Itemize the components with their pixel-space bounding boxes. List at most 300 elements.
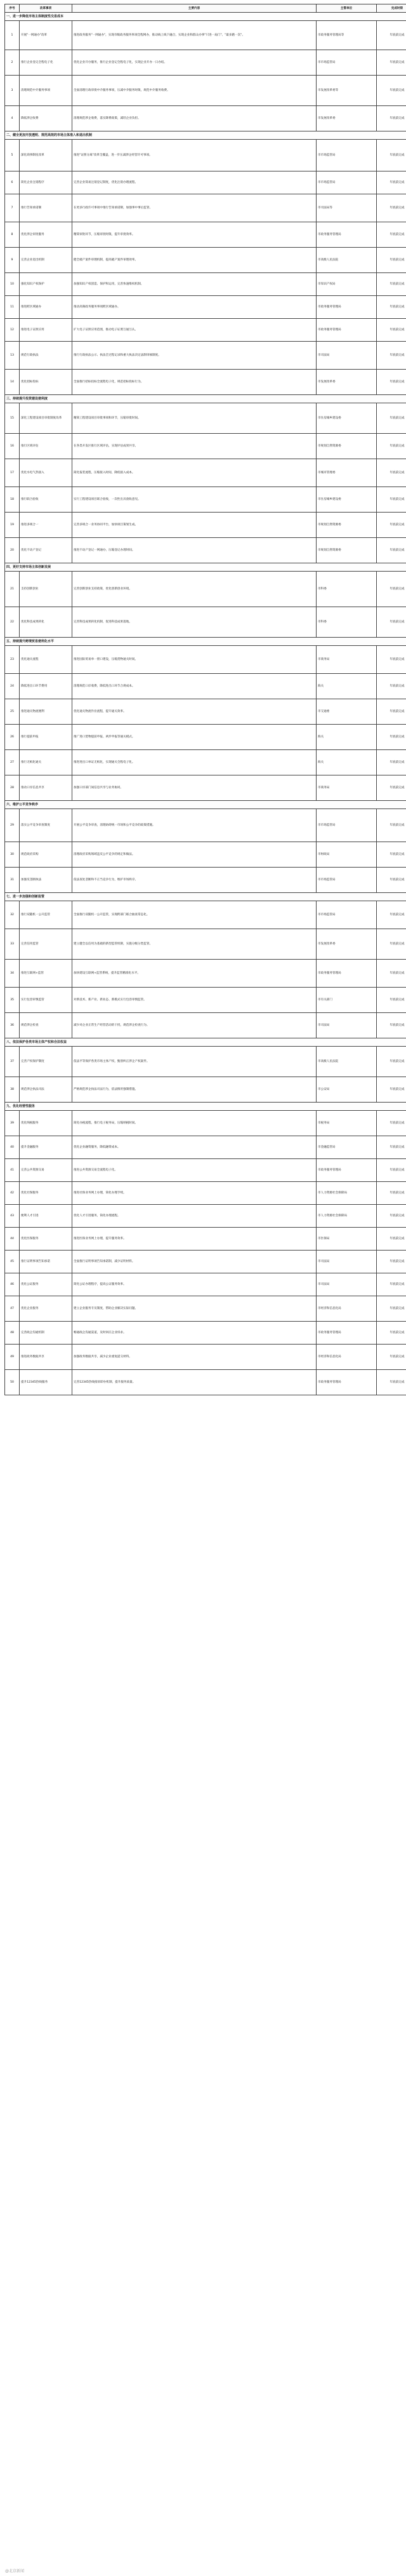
cell-content: 推进进出口单证无纸化，实现通关全程电子化。 bbox=[72, 750, 317, 775]
cell-no: 49 bbox=[5, 1345, 20, 1370]
cell-no: 23 bbox=[5, 646, 20, 674]
cell-dept: 海关 bbox=[317, 725, 377, 750]
cell-time: 年底前完成 bbox=[377, 901, 406, 929]
cell-dept: 市政务服务管理局 bbox=[317, 222, 377, 248]
cell-content: 清理规范涉企收费，落实降费政策，减轻企业负担。 bbox=[72, 106, 317, 131]
cell-no: 43 bbox=[5, 1205, 20, 1228]
table-row bbox=[5, 1251, 406, 1273]
cell-time: 年底前完成 bbox=[377, 1047, 406, 1077]
cell-dept: 市人力资源社会保障局 bbox=[317, 1205, 377, 1228]
cell-time: 年底前完成 bbox=[377, 248, 406, 273]
cell-time: 年底前完成 bbox=[377, 21, 406, 50]
cell-time: 年底前完成 bbox=[377, 988, 406, 1013]
cell-content: 建立健全以信用为基础的新型监管机制，实施分级分类监管。 bbox=[72, 929, 317, 960]
cell-content: 推进政务服务"一网通办"，实现市级政务服务事项全程网办，推动线上线下融合，实现企业和群众办事"只进一扇门"、"最多跑一次"。 bbox=[72, 21, 317, 50]
table-row bbox=[5, 1205, 406, 1228]
cell-dept: 市司法局等 bbox=[317, 194, 377, 222]
cell-dept: 市司法局 bbox=[317, 1013, 377, 1038]
cell-item: 清理规范中介服务事项 bbox=[20, 76, 72, 106]
cell-time: 年底前完成 bbox=[377, 434, 406, 459]
cell-item: 推行提前申报 bbox=[20, 725, 72, 750]
cell-content: 完善多规合一业务协同平台，加快项目策划生成。 bbox=[72, 513, 317, 538]
cell-no: 40 bbox=[5, 1136, 20, 1159]
section-header-row bbox=[5, 1038, 406, 1047]
table-row bbox=[5, 1273, 406, 1296]
cell-dept: 市交通委 bbox=[317, 699, 377, 725]
cell-dept: 市住房城乡建设委 bbox=[317, 403, 377, 434]
cell-content: 在更多行政许可事项中推行告知承诺制，加强事中事后监管。 bbox=[72, 194, 317, 222]
cell-dept: 市司法局 bbox=[317, 1251, 377, 1273]
header-dept: 主管单位 bbox=[317, 4, 377, 13]
cell-item: 优化涉企审批服务 bbox=[20, 222, 72, 248]
cell-dept: 市政务服务管理局 bbox=[317, 1159, 377, 1182]
cell-item: 完善产权保护制度 bbox=[20, 1047, 72, 1077]
cell-no: 45 bbox=[5, 1251, 20, 1273]
cell-dept: 市高级人民法院 bbox=[317, 1047, 377, 1077]
cell-item: 实行包容审慎监管 bbox=[20, 988, 72, 1013]
cell-content: 推行行政执法公示、执法全过程记录和重大执法决定法制审核制度。 bbox=[72, 342, 317, 370]
table-row bbox=[5, 929, 406, 960]
cell-dept: 市发展改革委 bbox=[317, 106, 377, 131]
table-row bbox=[5, 901, 406, 929]
table-row bbox=[5, 1296, 406, 1322]
table-row bbox=[5, 1013, 406, 1038]
cell-dept: 市财政局 bbox=[317, 842, 377, 868]
cell-content: 完善科技成果转化机制，促进科技成果落地。 bbox=[72, 607, 317, 638]
cell-dept: 市市场监管局 bbox=[317, 809, 377, 842]
cell-dept: 市市场监管局 bbox=[317, 140, 377, 171]
cell-no: 29 bbox=[5, 809, 20, 842]
cell-no: 44 bbox=[5, 1228, 20, 1251]
cell-item: 推行无纸化通关 bbox=[20, 750, 72, 775]
cell-dept: 市经济和信息化局 bbox=[317, 1296, 377, 1322]
table-row bbox=[5, 1077, 406, 1103]
table-row bbox=[5, 296, 406, 319]
cell-content: 推进医保业务网上办理，提升服务效率。 bbox=[72, 1228, 317, 1251]
cell-dept: 市司法局 bbox=[317, 342, 377, 370]
cell-no: 25 bbox=[5, 699, 20, 725]
cell-time: 年底前完成 bbox=[377, 1182, 406, 1205]
cell-time: 年底前完成 bbox=[377, 273, 406, 296]
cell-content: 推广进口货物提前申报、两步申报等通关模式。 bbox=[72, 725, 317, 750]
cell-dept: 市有关部门 bbox=[317, 988, 377, 1013]
cell-dept: 市经济和信息化局 bbox=[317, 1345, 377, 1370]
table-row bbox=[5, 725, 406, 750]
cell-dept: 市高级人民法院 bbox=[317, 248, 377, 273]
cell-dept: 市政务服务管理局 bbox=[317, 1322, 377, 1345]
cell-item: 优化科技成果转化 bbox=[20, 607, 72, 638]
cell-time: 年底前完成 bbox=[377, 1345, 406, 1370]
cell-no: 17 bbox=[5, 459, 20, 487]
cell-time: 年底前完成 bbox=[377, 487, 406, 513]
section-header-row bbox=[5, 563, 406, 572]
table-row bbox=[5, 459, 406, 487]
cell-content: 依法平等保护各类市场主体产权，甄别纠正涉企产权案件。 bbox=[72, 1047, 317, 1077]
section-header-row bbox=[5, 131, 406, 140]
table-row bbox=[5, 572, 406, 607]
cell-no: 35 bbox=[5, 988, 20, 1013]
cell-no: 2 bbox=[5, 50, 20, 76]
cell-dept: 市人力资源社会保障局 bbox=[317, 1182, 377, 1205]
cell-time: 年底前完成 bbox=[377, 76, 406, 106]
cell-time: 年底前完成 bbox=[377, 1077, 406, 1103]
table-row bbox=[5, 434, 406, 459]
section-header-row bbox=[5, 395, 406, 403]
cell-content: 简化公证办理程序，提高公证服务效率。 bbox=[72, 1273, 317, 1296]
cell-content: 清理规范口岸收费，降低进出口环节合规成本。 bbox=[72, 674, 317, 699]
cell-time: 年底前完成 bbox=[377, 809, 406, 842]
cell-no: 42 bbox=[5, 1182, 20, 1205]
watermark-text: @北京新闻 bbox=[5, 2569, 25, 2573]
cell-item: 深化工程建设项目审批制度改革 bbox=[20, 403, 72, 434]
section-title: 八、依法保护各类市场主体产权和合法权益 bbox=[5, 1038, 406, 1047]
cell-item: 提升金融服务 bbox=[20, 1136, 72, 1159]
cell-time: 年底前完成 bbox=[377, 699, 406, 725]
header-no: 序号 bbox=[5, 4, 20, 13]
table-row bbox=[5, 106, 406, 131]
table-row bbox=[5, 674, 406, 699]
cell-content: 推动高频政务服务事项跨区域通办。 bbox=[72, 296, 317, 319]
table-row bbox=[5, 1370, 406, 1395]
table-row bbox=[5, 1322, 406, 1345]
cell-time: 年底前完成 bbox=[377, 775, 406, 801]
cell-content: 简化办税流程，推行电子税务局，压缩纳税时间。 bbox=[72, 1111, 317, 1136]
cell-item: 规范政府采购 bbox=[20, 842, 72, 868]
cell-content: 精简审批环节，压缩审批时限，提升审批效率。 bbox=[72, 222, 317, 248]
cell-content: 对新技术、新产业、新业态、新模式实行包容审慎监管。 bbox=[72, 988, 317, 1013]
cell-time: 年底前完成 bbox=[377, 1228, 406, 1251]
cell-no: 9 bbox=[5, 248, 20, 273]
cell-item: 便利人才引进 bbox=[20, 1205, 72, 1228]
cell-content: 推进社保业务网上办理，简化办理手续。 bbox=[72, 1182, 317, 1205]
table-row bbox=[5, 1136, 406, 1159]
cell-no: 13 bbox=[5, 342, 20, 370]
cell-dept: 市税务局 bbox=[317, 1111, 377, 1136]
cell-dept: 市商务局 bbox=[317, 775, 377, 801]
table-row bbox=[5, 750, 406, 775]
cell-content: 开展公平竞争审查，清理妨碍统一市场和公平竞争的政策措施。 bbox=[72, 809, 317, 842]
cell-time: 年底前完成 bbox=[377, 868, 406, 893]
cell-no: 39 bbox=[5, 1111, 20, 1136]
cell-item: 推进跨区域通办 bbox=[20, 296, 72, 319]
cell-content: 加强政务数据共享，减少企业重复提交材料。 bbox=[72, 1345, 317, 1370]
cell-content: 推进公共资源交易全流程电子化。 bbox=[72, 1159, 317, 1182]
section-title: 四、更好支持市场主体创新发展 bbox=[5, 563, 406, 572]
table-row bbox=[5, 513, 406, 538]
section-title: 三、持续提升投资建设便利度 bbox=[5, 395, 406, 403]
cell-no: 28 bbox=[5, 775, 20, 801]
cell-item: 推进电子证照应用 bbox=[20, 319, 72, 342]
cell-time: 年底前完成 bbox=[377, 842, 406, 868]
table-row bbox=[5, 273, 406, 296]
cell-time: 年底前完成 bbox=[377, 513, 406, 538]
cell-item: 规范涉企执法司法 bbox=[20, 1077, 72, 1103]
cell-time: 年底前完成 bbox=[377, 750, 406, 775]
header-content: 主要内容 bbox=[72, 4, 317, 13]
cell-item: 推进多规合一 bbox=[20, 513, 72, 538]
cell-time: 年底前完成 bbox=[377, 572, 406, 607]
cell-no: 30 bbox=[5, 842, 20, 868]
cell-no: 46 bbox=[5, 1273, 20, 1296]
cell-item: 优化企业服务 bbox=[20, 1296, 72, 1322]
cell-no: 31 bbox=[5, 868, 20, 893]
cell-no: 32 bbox=[5, 901, 20, 929]
cell-content: 畅通政企沟通渠道，及时回应企业诉求。 bbox=[72, 1322, 317, 1345]
cell-time: 年底前完成 bbox=[377, 403, 406, 434]
table-row bbox=[5, 842, 406, 868]
cell-content: 完善12345热线接诉即办机制，提升服务质量。 bbox=[72, 1370, 317, 1395]
cell-time: 年底前完成 bbox=[377, 646, 406, 674]
section-title: 一、进一步降低市场主体制度性交易成本 bbox=[5, 13, 406, 21]
cell-content: 推进"证照分离"改革全覆盖，进一步压减涉企经营许可事项。 bbox=[72, 140, 317, 171]
table-row bbox=[5, 1111, 406, 1136]
cell-dept: 市政务服务管理局 bbox=[317, 319, 377, 342]
table-row bbox=[5, 1228, 406, 1251]
cell-time: 年底前完成 bbox=[377, 370, 406, 395]
cell-dept: 市市场监管局 bbox=[317, 868, 377, 893]
cell-no: 14 bbox=[5, 370, 20, 395]
cell-no: 24 bbox=[5, 674, 20, 699]
cell-dept: 市商务局 bbox=[317, 646, 377, 674]
table-row bbox=[5, 403, 406, 434]
cell-no: 20 bbox=[5, 538, 20, 563]
cell-no: 3 bbox=[5, 76, 20, 106]
table-row bbox=[5, 21, 406, 50]
cell-item: 优化通关流程 bbox=[20, 646, 72, 674]
cell-item: 规范涉企检查 bbox=[20, 1013, 72, 1038]
cell-item: 推进通关物流便利 bbox=[20, 699, 72, 725]
cell-item: 优化公证服务 bbox=[20, 1273, 72, 1296]
table-row bbox=[5, 538, 406, 563]
table-row bbox=[5, 194, 406, 222]
cell-time: 年底前完成 bbox=[377, 296, 406, 319]
table-row bbox=[5, 607, 406, 638]
table-row bbox=[5, 76, 406, 106]
cell-content: 加强知识产权创造、保护和运用，完善快速维权机制。 bbox=[72, 273, 317, 296]
cell-content: 建立企业服务专员制度，帮助企业解决实际问题。 bbox=[72, 1296, 317, 1322]
table-row bbox=[5, 222, 406, 248]
cell-content: 扩大电子证照应用范围，推动电子证照互通互认。 bbox=[72, 319, 317, 342]
cell-item: 完善信用监管 bbox=[20, 929, 72, 960]
cell-content: 完善创新创业支持政策，优化创新创业环境。 bbox=[72, 572, 317, 607]
cell-item: 推行证明事项告知承诺 bbox=[20, 1251, 72, 1273]
cell-content: 优化人才引进服务，简化办理流程。 bbox=[72, 1205, 317, 1228]
cell-dept: 市发展改革委 bbox=[317, 929, 377, 960]
cell-no: 16 bbox=[5, 434, 20, 459]
cell-no: 41 bbox=[5, 1159, 20, 1182]
cell-no: 26 bbox=[5, 725, 20, 750]
cell-item: 支持创新创业 bbox=[20, 572, 72, 607]
cell-content: 实行工程建设项目联合验收，一次性出具验收意见。 bbox=[72, 487, 317, 513]
cell-no: 12 bbox=[5, 319, 20, 342]
cell-dept: 市发展改革委等 bbox=[317, 76, 377, 106]
cell-dept: 市市场监管局 bbox=[317, 50, 377, 76]
cell-item: 优化招标投标 bbox=[20, 370, 72, 395]
cell-dept: 市公安局 bbox=[317, 1077, 377, 1103]
table-row bbox=[5, 868, 406, 893]
cell-dept: 市司法局 bbox=[317, 1273, 377, 1296]
cell-time: 年底前完成 bbox=[377, 1205, 406, 1228]
cell-no: 11 bbox=[5, 296, 20, 319]
cell-item: 降低涉企收费 bbox=[20, 106, 72, 131]
cell-no: 22 bbox=[5, 607, 20, 638]
cell-no: 4 bbox=[5, 106, 20, 131]
cell-time: 年底前完成 bbox=[377, 106, 406, 131]
cell-content: 加强口岸部门间信息共享与业务协同。 bbox=[72, 775, 317, 801]
cell-item: 完善企业退出机制 bbox=[20, 248, 72, 273]
cell-item: 推进政务数据共享 bbox=[20, 1345, 72, 1370]
header-time: 完成时限 bbox=[377, 4, 406, 13]
section-header-row bbox=[5, 13, 406, 21]
section-title: 九、优化经营性服务 bbox=[5, 1103, 406, 1111]
cell-content: 完善企业简易注销登记制度，优化注销办理流程。 bbox=[72, 171, 317, 194]
cell-no: 38 bbox=[5, 1077, 20, 1103]
cell-dept: 海关 bbox=[317, 750, 377, 775]
cell-dept: 市政务服务管理局 bbox=[317, 1370, 377, 1395]
cell-item: 强化知识产权保护 bbox=[20, 273, 72, 296]
cell-dept: 市政务服务管理局 bbox=[317, 296, 377, 319]
section-header-row bbox=[5, 893, 406, 901]
cell-item: 深化商事制度改革 bbox=[20, 140, 72, 171]
cell-content: 严格规范涉企执法司法行为，依法慎用强制措施。 bbox=[72, 1077, 317, 1103]
cell-dept: 市城市管理委 bbox=[317, 459, 377, 487]
table-body bbox=[5, 13, 406, 1395]
cell-item: 加强反垄断执法 bbox=[20, 868, 72, 893]
cell-dept: 市知识产权局 bbox=[317, 273, 377, 296]
table-row bbox=[5, 1159, 406, 1182]
table-row bbox=[5, 140, 406, 171]
cell-time: 年底前完成 bbox=[377, 459, 406, 487]
cell-content: 在各类开发区推行区域评估，实现评估成果共享。 bbox=[72, 434, 317, 459]
cell-dept: 市市场监管局 bbox=[317, 171, 377, 194]
cell-item: 完善政企沟通机制 bbox=[20, 1322, 72, 1345]
cell-dept: 市发展改革委 bbox=[317, 370, 377, 395]
cell-time: 年底前完成 bbox=[377, 960, 406, 988]
cell-item: 优化不动产登记 bbox=[20, 538, 72, 563]
cell-item: 降低进出口环节费用 bbox=[20, 674, 72, 699]
cell-dept: 市金融监管局 bbox=[317, 1136, 377, 1159]
cell-no: 6 bbox=[5, 171, 20, 194]
cell-item: 优化水电气热接入 bbox=[20, 459, 72, 487]
cell-item: 规范行政执法 bbox=[20, 342, 72, 370]
cell-no: 33 bbox=[5, 929, 20, 960]
cell-content: 全面推行证明事项告知承诺制，减少证明材料。 bbox=[72, 1251, 317, 1273]
cell-dept: 市规划自然资源委 bbox=[317, 538, 377, 563]
section-header-row bbox=[5, 638, 406, 646]
cell-time: 年底前完成 bbox=[377, 1296, 406, 1322]
cell-time: 年底前完成 bbox=[377, 319, 406, 342]
cell-time: 年底前完成 bbox=[377, 1251, 406, 1273]
cell-content: 优化通关物流作业流程，提升通关效率。 bbox=[72, 699, 317, 725]
cell-time: 年底前完成 bbox=[377, 674, 406, 699]
cell-no: 1 bbox=[5, 21, 20, 50]
cell-time: 年底前完成 bbox=[377, 140, 406, 171]
cell-item: 落实公平竞争审查制度 bbox=[20, 809, 72, 842]
cell-no: 7 bbox=[5, 194, 20, 222]
cell-content: 推进国际贸易单一窗口建设，压缩货物通关时间。 bbox=[72, 646, 317, 674]
cell-content: 全面推行双随机一公开监管，实现跨部门联合抽查常态化。 bbox=[72, 901, 317, 929]
cell-time: 年底前完成 bbox=[377, 50, 406, 76]
cell-item: 推行企业登记全程电子化 bbox=[20, 50, 72, 76]
section-title: 六、维护公平竞争秩序 bbox=[5, 801, 406, 809]
cell-no: 27 bbox=[5, 750, 20, 775]
cell-item: 推行告知承诺制 bbox=[20, 194, 72, 222]
cell-dept: 海关 bbox=[317, 674, 377, 699]
table-row bbox=[5, 487, 406, 513]
table-row bbox=[5, 699, 406, 725]
header-item: 改革事项 bbox=[20, 4, 72, 13]
cell-no: 37 bbox=[5, 1047, 20, 1077]
cell-time: 年底前完成 bbox=[377, 1111, 406, 1136]
cell-time: 年底前完成 bbox=[377, 725, 406, 750]
cell-time: 年底前完成 bbox=[377, 929, 406, 960]
cell-no: 21 bbox=[5, 572, 20, 607]
table-row bbox=[5, 50, 406, 76]
section-header-row bbox=[5, 1103, 406, 1111]
table-row bbox=[5, 370, 406, 395]
cell-no: 5 bbox=[5, 140, 20, 171]
table-row bbox=[5, 960, 406, 988]
table-row bbox=[5, 319, 406, 342]
cell-no: 8 bbox=[5, 222, 20, 248]
cell-content: 优化企业融资服务，降低融资成本。 bbox=[72, 1136, 317, 1159]
cell-dept: 市规划自然资源委 bbox=[317, 434, 377, 459]
cell-time: 年底前完成 bbox=[377, 1370, 406, 1395]
cell-time: 年底前完成 bbox=[377, 1322, 406, 1345]
cell-item: 推行区域评估 bbox=[20, 434, 72, 459]
cell-content: 全面推行招标投标全流程电子化，规范招标投标行为。 bbox=[72, 370, 317, 395]
table-row bbox=[5, 248, 406, 273]
section-title: 二、健全更加开放透明、规范高效的市场主体准入和退出机制 bbox=[5, 131, 406, 140]
table-row bbox=[5, 988, 406, 1013]
cell-item: 优化医保服务 bbox=[20, 1228, 72, 1251]
cell-time: 年底前完成 bbox=[377, 222, 406, 248]
table-row bbox=[5, 809, 406, 842]
cell-no: 10 bbox=[5, 273, 20, 296]
cell-item: 优化社保服务 bbox=[20, 1182, 72, 1205]
cell-dept: 市政务服务管理局等 bbox=[317, 21, 377, 50]
cell-no: 36 bbox=[5, 1013, 20, 1038]
reform-items-table bbox=[4, 4, 406, 1395]
cell-no: 34 bbox=[5, 960, 20, 988]
cell-no: 15 bbox=[5, 403, 20, 434]
cell-content: 全面清理行政审批中介服务事项，压减中介服务时限，规范中介服务收费。 bbox=[72, 76, 317, 106]
cell-item: 推进互联网+监管 bbox=[20, 960, 72, 988]
cell-no: 19 bbox=[5, 513, 20, 538]
cell-dept: 市规划自然资源委 bbox=[317, 513, 377, 538]
cell-content: 推进不动产登记一网通办，压缩登记办理时间。 bbox=[72, 538, 317, 563]
cell-dept: 市科委 bbox=[317, 572, 377, 607]
table-row bbox=[5, 342, 406, 370]
cell-content: 减少对企业正常生产经营活动的干扰，规范涉企检查行为。 bbox=[72, 1013, 317, 1038]
table-header-row bbox=[5, 4, 406, 13]
cell-content: 健全破产案件审理机制，提高破产案件审理效率。 bbox=[72, 248, 317, 273]
cell-content: 清理政府采购领域违反公平竞争的规定和做法。 bbox=[72, 842, 317, 868]
cell-item: 推动口岸信息共享 bbox=[20, 775, 72, 801]
cell-time: 年底前完成 bbox=[377, 1159, 406, 1182]
section-title: 七、进一步加强和创新监管 bbox=[5, 893, 406, 901]
cell-time: 年底前完成 bbox=[377, 342, 406, 370]
cell-time: 年底前完成 bbox=[377, 171, 406, 194]
cell-item: 优化纳税服务 bbox=[20, 1111, 72, 1136]
cell-no: 18 bbox=[5, 487, 20, 513]
cell-dept: 市市场监管局 bbox=[317, 901, 377, 929]
cell-dept: 市科委 bbox=[317, 607, 377, 638]
cell-time: 年底前完成 bbox=[377, 1136, 406, 1159]
cell-item: 推行双随机一公开监管 bbox=[20, 901, 72, 929]
cell-item: 提升12345热线服务 bbox=[20, 1370, 72, 1395]
cell-content: 优化企业开办服务，推行企业登记全程电子化，实现企业开办一日办结。 bbox=[72, 50, 317, 76]
